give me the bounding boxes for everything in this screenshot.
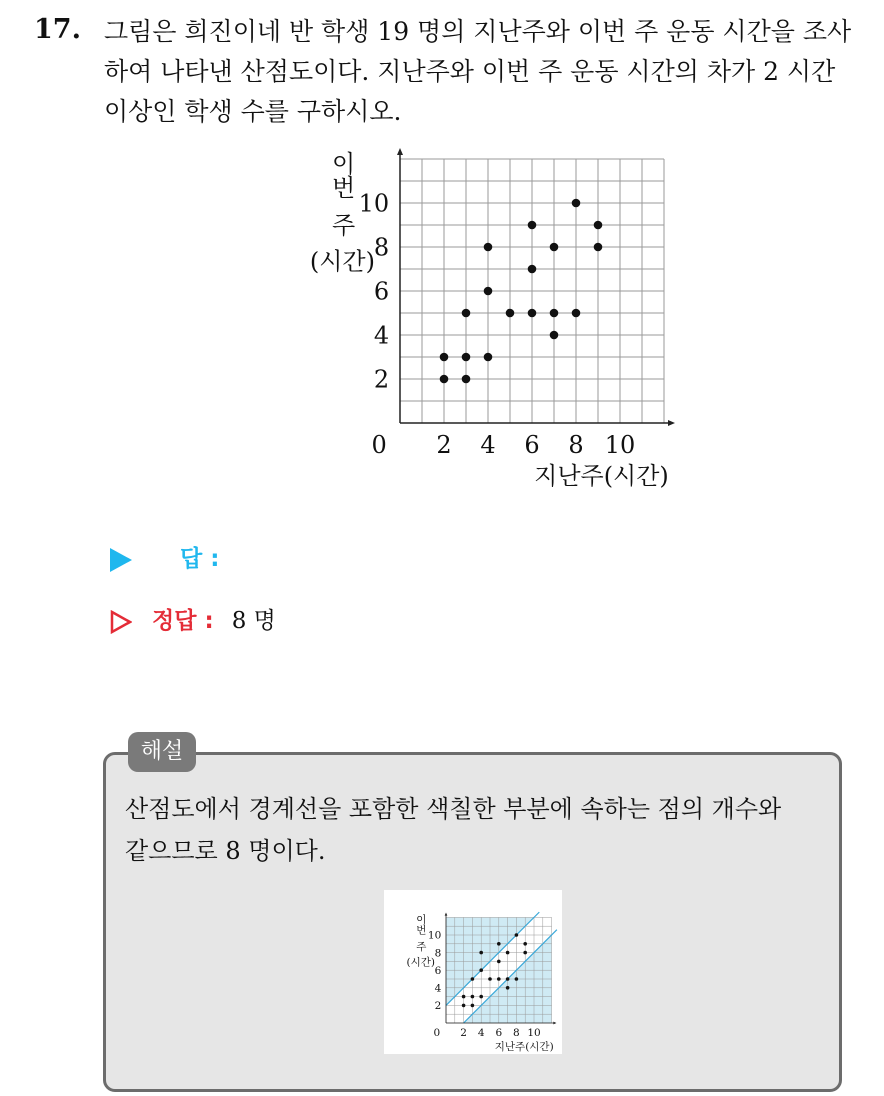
data-point [462, 375, 471, 384]
data-point [479, 968, 483, 972]
y-tick-label: 4 [373, 321, 390, 350]
y-tick-label: 2 [434, 1000, 442, 1013]
question-number: 17. [34, 14, 81, 45]
data-point [506, 309, 515, 318]
question-line: 그림은 희진이네 반 학생 19 명의 지난주와 이번 주 운동 시간을 조사 [104, 17, 852, 46]
data-point [479, 951, 483, 955]
y-axis-arrow [397, 148, 403, 155]
x-tick-label: 8 [513, 1027, 520, 1040]
question-text [104, 12, 864, 132]
x-tick-label: 4 [477, 1027, 485, 1040]
y-tick-label: 10 [358, 189, 390, 218]
y-tick-label: 10 [427, 929, 442, 942]
data-point [550, 331, 559, 340]
data-point [488, 977, 492, 981]
y-axis-title: 번 [416, 924, 427, 937]
data-point [484, 287, 493, 296]
correct-answer-label: 정답 : [152, 608, 214, 634]
y-axis-title: (시간) [309, 247, 375, 276]
triangle-filled-icon [110, 548, 132, 572]
x-axis-arrow [668, 420, 675, 426]
x-tick-label: 2 [436, 431, 452, 459]
x-tick-label: 10 [527, 1027, 541, 1040]
data-point [550, 309, 559, 318]
explanation-scatter-plot [384, 890, 562, 1054]
origin-label: 0 [433, 1027, 441, 1040]
data-point [471, 1004, 475, 1008]
correct-answer-value: 8 명 [231, 608, 276, 634]
data-point [484, 353, 493, 362]
data-point [572, 199, 581, 208]
data-point [523, 942, 527, 946]
y-tick-label: 8 [434, 947, 442, 960]
scatter-plot [280, 148, 680, 498]
data-point [497, 942, 501, 946]
y-axis-title: 주 [416, 940, 427, 953]
y-axis-title: 번 [332, 174, 356, 203]
data-point [440, 375, 449, 384]
data-point [572, 309, 581, 318]
data-point [594, 221, 603, 230]
data-point [523, 951, 527, 955]
x-tick-label: 6 [524, 431, 540, 459]
explanation-tag: 해설 [128, 732, 196, 772]
data-point [506, 977, 510, 981]
origin-label: 0 [371, 431, 387, 459]
data-point [550, 243, 559, 252]
y-tick-label: 4 [434, 982, 442, 995]
data-point [471, 995, 475, 999]
y-axis-title: 이 [416, 914, 427, 927]
data-point [479, 995, 483, 999]
explanation-line: 산점도에서 경계선을 포함한 색칠한 부분에 속하는 점의 개수와 [125, 795, 782, 823]
x-tick-label: 4 [480, 431, 496, 459]
data-point [594, 243, 603, 252]
data-point [528, 221, 537, 230]
x-axis-title: 지난주(시간) [494, 1040, 554, 1053]
explanation-line: 같으므로 8 명이다. [125, 837, 326, 865]
answer-row [110, 540, 219, 573]
y-axis-title: 이 [332, 150, 356, 179]
data-point [462, 1004, 466, 1008]
explanation-text [125, 788, 781, 872]
question-line: 하여 나타낸 산점도이다. 지난주와 이번 주 운동 시간의 차가 2 시간 [104, 57, 836, 86]
data-point [462, 995, 466, 999]
triangle-outline-icon [110, 610, 132, 634]
data-point [484, 243, 493, 252]
data-point [497, 977, 501, 981]
answer-label: 답 : [180, 546, 220, 572]
data-point [506, 986, 510, 990]
correct-answer-row [110, 602, 276, 635]
x-tick-label: 10 [604, 431, 636, 459]
y-tick-label: 8 [373, 233, 390, 262]
x-tick-label: 2 [460, 1027, 467, 1040]
x-tick-label: 8 [568, 431, 584, 459]
y-axis-title: (시간) [406, 956, 436, 969]
data-point [462, 309, 471, 318]
y-tick-label: 6 [434, 964, 442, 977]
y-tick-label: 2 [373, 365, 390, 394]
question-line: 이상인 학생 수를 구하시오. [104, 97, 402, 126]
data-point [515, 933, 519, 937]
data-point [506, 951, 510, 955]
x-axis-title: 지난주(시간) [534, 462, 669, 491]
data-point [497, 960, 501, 964]
data-point [471, 977, 475, 981]
x-tick-label: 6 [495, 1027, 503, 1040]
data-point [515, 977, 519, 981]
data-point [440, 353, 449, 362]
data-point [462, 353, 471, 362]
data-point [528, 265, 537, 274]
y-tick-label: 6 [373, 277, 390, 306]
data-point [528, 309, 537, 318]
y-axis-title: 주 [332, 211, 356, 240]
